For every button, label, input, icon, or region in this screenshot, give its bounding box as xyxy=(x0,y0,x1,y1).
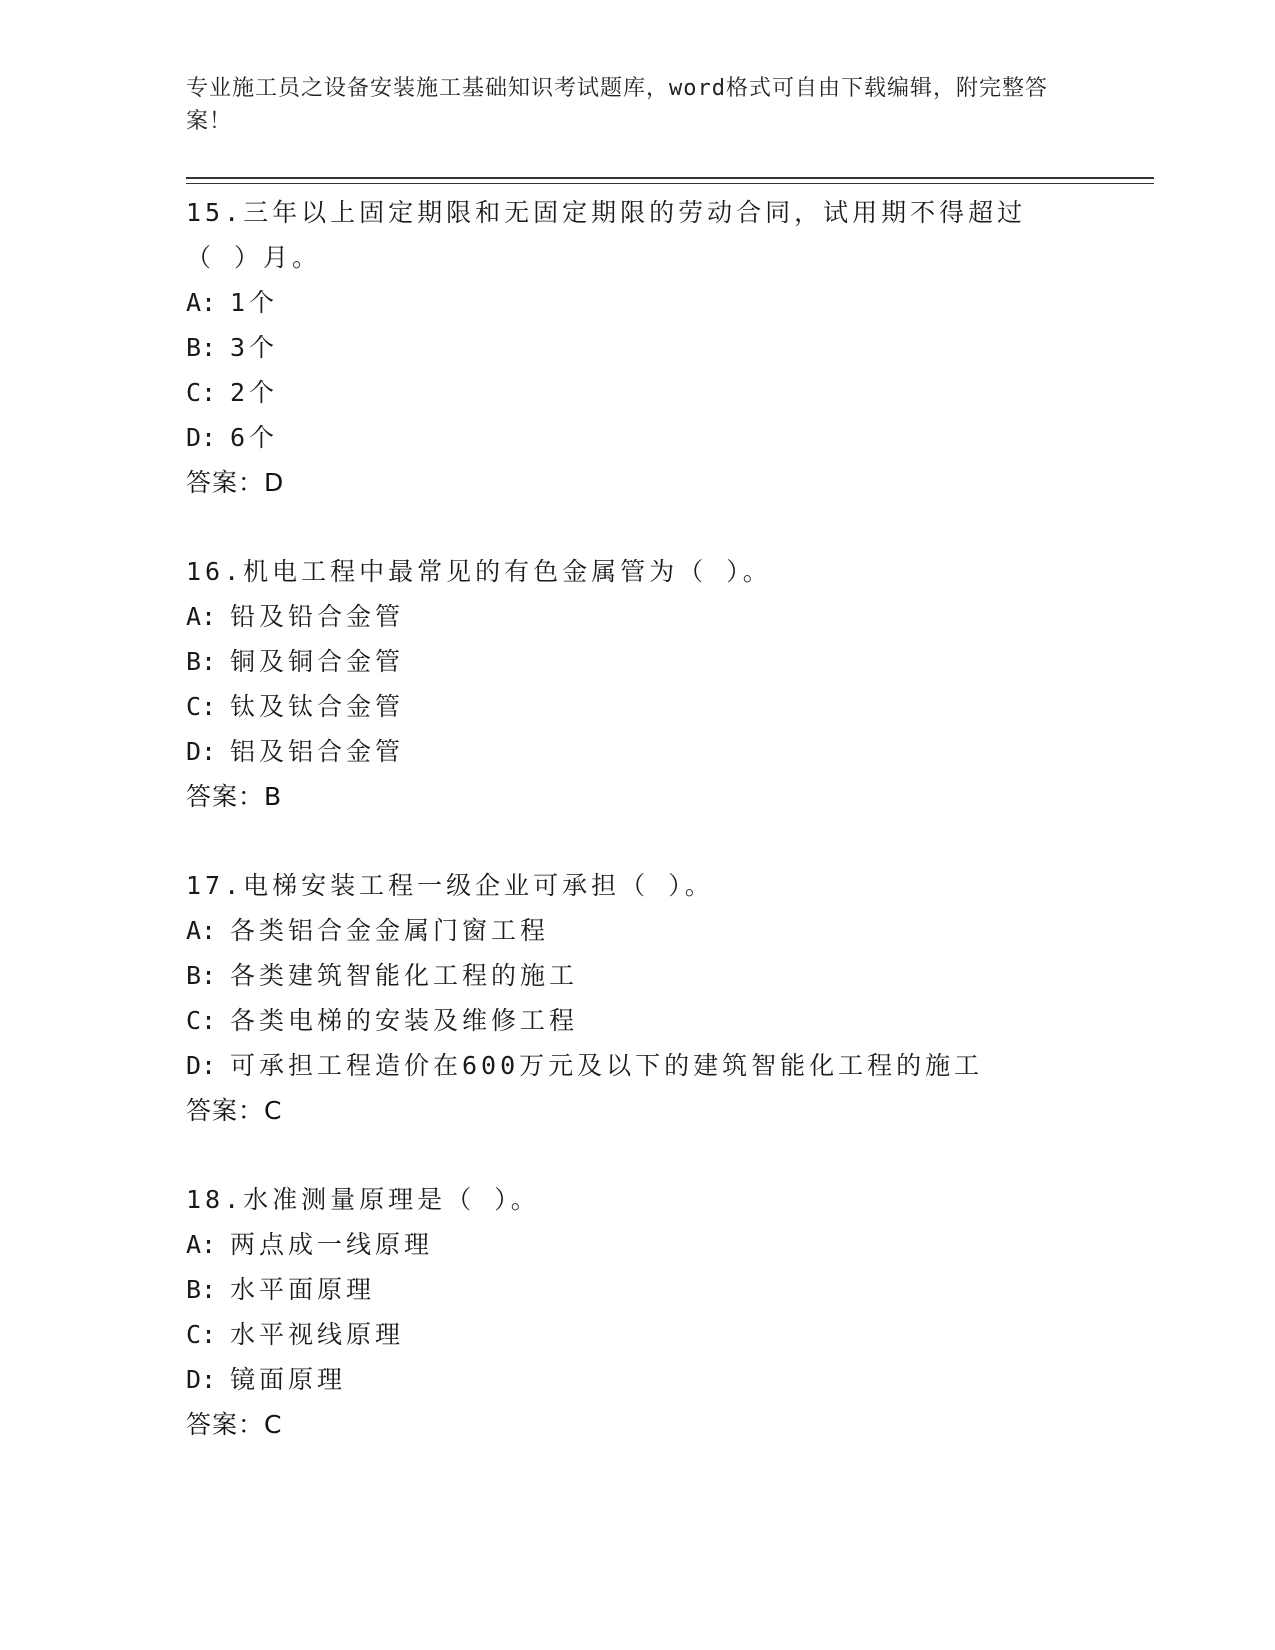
option-text: 各类电梯的安装及维修工程 xyxy=(230,1006,579,1035)
question-18 xyxy=(186,1177,1086,1447)
option-text: 2个 xyxy=(230,378,279,407)
question-stem: 15.三年以上固定期限和无固定期限的劳动合同，试用期不得超过（ ）月。 xyxy=(186,198,1027,272)
option-c xyxy=(186,1312,1086,1357)
question-list xyxy=(186,190,1086,1491)
option-key: D: xyxy=(186,737,217,766)
option-key: C: xyxy=(186,1320,217,1349)
option-text: 各类铝合金金属门窗工程 xyxy=(230,916,550,945)
option-a xyxy=(186,1222,1086,1267)
document-header: 专业施工员之设备安装施工基础知识考试题库，word格式可自由下载编辑，附完整答案！ xyxy=(186,76,1048,134)
option-d xyxy=(186,1357,1086,1402)
option-key: A: xyxy=(186,288,217,317)
option-text: 3个 xyxy=(230,333,279,362)
option-c xyxy=(186,684,1086,729)
option-text: 铅及铅合金管 xyxy=(230,602,405,631)
option-key: D: xyxy=(186,1365,217,1394)
option-a xyxy=(186,594,1086,639)
option-key: A: xyxy=(186,916,217,945)
option-b xyxy=(186,639,1086,684)
option-text: 1个 xyxy=(230,288,279,317)
question-16 xyxy=(186,549,1086,819)
option-key: A: xyxy=(186,602,217,631)
option-text: 各类建筑智能化工程的施工 xyxy=(230,961,579,990)
answer-line: 答案：B xyxy=(186,782,283,811)
option-text: 水平面原理 xyxy=(230,1275,376,1304)
option-text: 铜及铜合金管 xyxy=(230,647,405,676)
option-a xyxy=(186,280,1086,325)
question-stem: 17.电梯安装工程一级企业可承担（ ）。 xyxy=(186,871,714,900)
question-stem: 16.机电工程中最常见的有色金属管为（ ）。 xyxy=(186,557,772,586)
option-c xyxy=(186,998,1086,1043)
option-text: 铝及铝合金管 xyxy=(230,737,405,766)
option-key: D: xyxy=(186,1051,217,1080)
option-c xyxy=(186,370,1086,415)
option-key: B: xyxy=(186,333,217,362)
question-stem: 18.水准测量原理是（ ）。 xyxy=(186,1185,540,1214)
option-b xyxy=(186,953,1086,998)
answer-line: 答案：C xyxy=(186,1096,283,1125)
option-text: 6个 xyxy=(230,423,279,452)
option-text: 两点成一线原理 xyxy=(230,1230,434,1259)
question-15 xyxy=(186,190,1086,505)
option-a xyxy=(186,908,1086,953)
option-b xyxy=(186,325,1086,370)
option-key: C: xyxy=(186,692,217,721)
header-divider-thick xyxy=(186,177,1154,179)
answer-line: 答案：D xyxy=(186,468,285,497)
option-d xyxy=(186,729,1086,774)
option-key: B: xyxy=(186,1275,217,1304)
question-17 xyxy=(186,863,1086,1133)
option-d xyxy=(186,415,1086,460)
option-d xyxy=(186,1043,1086,1088)
option-key: B: xyxy=(186,961,217,990)
option-key: D: xyxy=(186,423,217,452)
option-key: B: xyxy=(186,647,217,676)
option-key: A: xyxy=(186,1230,217,1259)
option-key: C: xyxy=(186,1006,217,1035)
answer-line: 答案：C xyxy=(186,1410,283,1439)
header-divider-thin xyxy=(186,183,1154,184)
option-b xyxy=(186,1267,1086,1312)
option-text: 镜面原理 xyxy=(230,1365,347,1394)
option-text: 可承担工程造价在600万元及以下的建筑智能化工程的施工 xyxy=(230,1051,984,1080)
option-text: 水平视线原理 xyxy=(230,1320,405,1349)
option-key: C: xyxy=(186,378,217,407)
option-text: 钛及钛合金管 xyxy=(230,692,405,721)
